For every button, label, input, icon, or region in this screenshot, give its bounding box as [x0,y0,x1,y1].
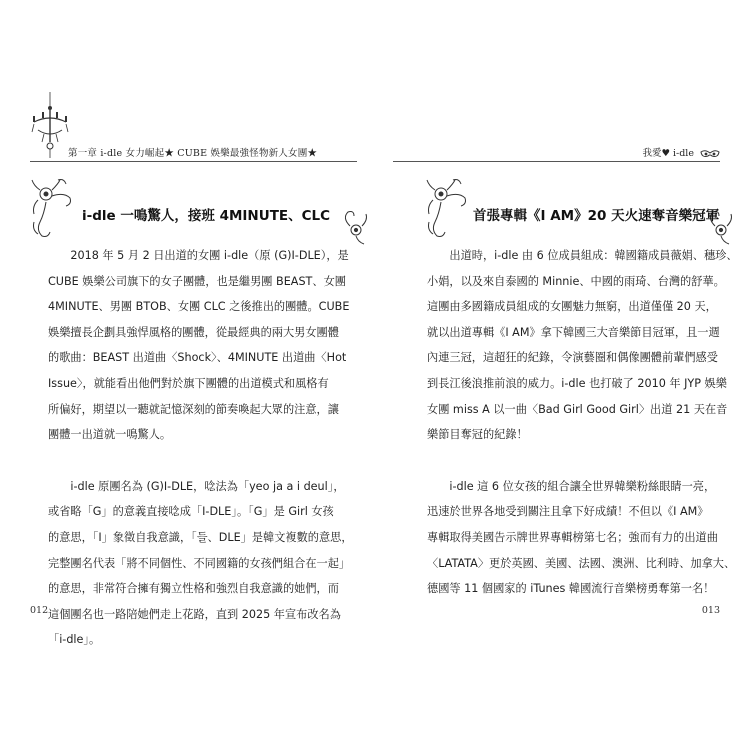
paragraph-line: 這團由多國籍成員組成的女團魅力無窮，出道僅僅 20 天， [427,300,717,314]
paragraph-line: 專輯取得美國告示牌世界專輯榜第七名；強而有力的出道曲 [427,530,718,544]
paragraph-line: 德國等 11 個國家的 iTunes 韓國流行音樂榜勇奪第一名！ [427,582,715,596]
paragraph-line: 樂節目奪冠的紀錄！ [427,428,528,442]
paragraph-line: 小娟，以及來自泰國的 Minnie、中國的雨琦、台灣的舒華。 [427,274,725,288]
paragraph-line: 到長江後浪推前浪的威力。i-dle 也打破了 2010 年 JYP 娛樂 [427,376,727,390]
paragraph-line: 的意思，「I」象徵自我意識，「들、DLE」是韓文複數的意思， [48,530,353,544]
paragraph-line: i-dle 原團名為 (G)I-DLE，唸法為「yeo ja a i deul」， [48,479,345,493]
paragraph-line: 4MINUTE、男團 BTOB、女團 CLC 之後推出的團體。CUBE [48,300,350,314]
paragraph-line: 「i-dle」。 [48,633,101,647]
running-head: 第一章 i-dle 女力崛起★ CUBE 娛樂最強怪物新人女團★ [68,148,318,159]
paragraph-line: 團體一出道就一鳴驚人。 [48,428,172,442]
paragraph-line: 女團 miss A 以一曲〈Bad Girl Good Girl〉出道 21 天在音 [427,402,728,416]
paragraph-line: 的意思，非常符合擁有獨立性格和強烈自我意識的她們，而 [48,582,339,596]
running-head-text: 我愛♥ i-dle [642,148,694,159]
header-rule [393,161,720,162]
paragraph-line: 所偏好，期望以一聽就記憶深刻的節奏喚起大眾的注意，讓 [48,402,339,416]
right-page [375,0,750,750]
running-head [642,145,720,159]
chandelier-icon [30,92,70,160]
body-text [48,243,353,653]
paragraph-line: 的歌曲：BEAST 出道曲〈Shock〉、4MINUTE 出道曲〈Hot [48,351,347,365]
page-number: 012 [30,605,49,616]
header-rule [30,161,357,162]
paragraph-line: i-dle 這 6 位女孩的組合讓全世界韓樂粉絲眼睛一亮， [427,479,716,493]
paragraph-line: 這個團名也一路陪她們走上花路，直到 2025 年宣布改名為 [48,607,341,621]
paragraph-line: 完整團名代表「將不同個性、不同國籍的女孩們組合在一起」 [48,556,351,570]
masquerade-mask-icon [700,149,720,159]
paragraph-line: 〈LATATA〉更於英國、美國、法國、澳洲、比利時、加拿大、 [427,556,736,570]
paragraph-line: 內連三冠，這超狂的紀錄，令演藝圈和偶像團體前輩們感受 [427,351,718,365]
body-text [427,243,738,602]
paragraph-line: 迅速於世界各地受到關注且拿下好成績！不但以《I AM》 [427,505,709,519]
page-number: 013 [701,605,720,616]
paragraph-line: 2018 年 5 月 2 日出道的女團 i-dle（原 (G)I-DLE），是 [48,249,349,262]
section-title: 首張專輯《I AM》20 天火速奪音樂冠軍 [473,208,720,224]
paragraph-line: 或省略「G」的意義直接唸成「I-DLE」。「G」是 Girl 女孩 [48,505,334,519]
section-title: i-dle 一鳴驚人，接班 4MINUTE、CLC [82,208,331,224]
paragraph-line: 就以出道專輯《I AM》拿下韓國三大音樂節目冠軍，且一週 [427,325,720,339]
paragraph-line: Issue〉，就能看出他們對於旗下團體的出道模式和風格有 [48,376,329,390]
paragraph-line: 娛樂擅長企劃具強悍風格的團體，從最經典的兩大男女團體 [48,325,339,339]
paragraph-line: 出道時，i-dle 由 6 位成員組成：韓國籍成員薇娟、穗珍、 [427,249,738,262]
paragraph-line: CUBE 娛樂公司旗下的女子團體，也是繼男團 BEAST、女團 [48,274,346,288]
